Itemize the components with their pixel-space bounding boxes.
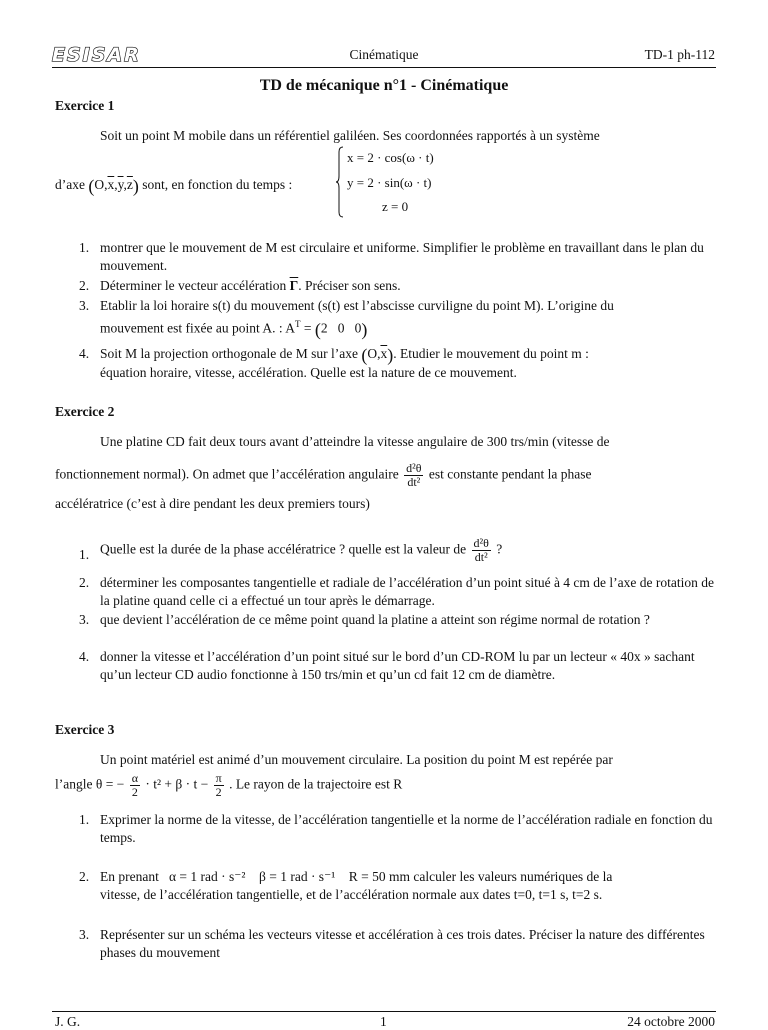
ex1-question-1: 1. montrer que le mouvement de M est circulaire et uniforme. Simplifier le problème en travaillant dans le plan du mouvement. [79, 240, 704, 273]
system-brace [336, 146, 344, 218]
equation-z: z = 0 [382, 199, 409, 214]
header-right: TD-1 ph-112 [644, 47, 715, 62]
exercise-1-title: Exercice 1 [55, 98, 115, 113]
angular-acceleration-fraction: $\frac{\text{d²θ}}{\text{dt²}}$ [406, 461, 422, 489]
footer-rule [52, 1011, 716, 1012]
exercise-3-title: Exercice 3 [55, 722, 115, 737]
esisar-logo: ESISAR [52, 44, 141, 66]
ex2-intro-line3: accélératrice (c’est à dire pendant les deux premiers tours) [55, 496, 370, 511]
ex1-intro-line2: d’axe $(O,\overline{x},\overline{y},\overline{z})$ sont, en fonction du temps : [55, 175, 293, 196]
ex2-question-1: 1. Quelle est la durée de la phase accélératrice ? quelle est la valeur de $\frac{\text{d²θ}}{\text{dt²}}$ ? [79, 536, 503, 564]
ex1-intro-line1: Soit un point M mobile dans un référentiel galiléen. Ses coordonnées rapportés à un système [100, 128, 600, 143]
ex2-question-4: 4. donner la vitesse et l’accélération d’un point situé sur le bord d’un CD-ROM lu par un lecteur « 40x » sachant qu’un lecteur CD audio fonctionne à 150 trs/min et qu’un cd fait 12 cm de diamètre. [79, 649, 695, 682]
ex2-intro-line1: Une platine CD fait deux tours avant d’atteindre la vitesse angulaire de 300 trs/min (vitesse de [100, 434, 610, 449]
ex3-question-1: 1. Exprimer la norme de la vitesse, de l’accélération tangentielle et la norme de l’accélération radiale en fonction du temps. [79, 812, 713, 845]
ex1-question-2: 2. Déterminer le vecteur accélération $\overline{\Gamma}$. Préciser son sens. [79, 278, 401, 293]
ex2-intro-line2: fonctionnement normal). On admet que l’accélération angulaire $\frac{\text{d²θ}}{\text{dt²}}$ est constante pendant la phase [55, 461, 592, 489]
footer-date: 24 octobre 2000 [627, 1014, 715, 1029]
ex1-question-4: 4. Soit M la projection orthogonale de M sur l’axe $(O,\overline{x})$. Etudier le mouvement du point m : équation horaire, vitesse, accélération. Quelle est la nature de ce mouvement. [79, 344, 589, 380]
ex3-question-2: 2. En prenant α = 1 rad · s⁻² β = 1 rad · s⁻¹ R = 50 mm calculer les valeurs numériques de la vitesse, de l’accélération tangentielle, et de l’accélération normale aux dates t=0, t=1 s, t=2 s. [79, 869, 613, 902]
ex2-question-3: 3. que devient l’accélération de ce même point quand la platine a atteint son régime normal de rotation ? [79, 612, 650, 627]
footer-author: J. G. [55, 1014, 81, 1029]
ex3-question-3: 3. Représenter sur un schéma les vecteurs vitesse et accélération à ces trois dates. Préciser la nature des différentes phases du mouvement [79, 927, 705, 960]
header-rule [52, 67, 716, 68]
ex1-question-3: 3. Etablir la loi horaire s(t) du mouvement (s(t) est l’abscisse curviligne du point M). L’origine du mouvement est fixée au point A. : $A^T = (2$ 0 0) [79, 298, 614, 340]
header-center: Cinématique [349, 47, 419, 62]
ex3-intro-line1: Un point matériel est animé d’un mouvement circulaire. La position du point M est repérée par [100, 752, 613, 767]
exercise-2-title: Exercice 2 [55, 404, 115, 419]
equation-y: y = 2 · sin(ω · t) [347, 175, 432, 190]
page-title: TD de mécanique n°1 - Cinématique [259, 77, 509, 94]
equation-x: x = 2 · cos(ω · t) [347, 150, 434, 165]
ex3-angle-equation: l’angle θ = − $\frac{\alpha}{2}$ · t² + β · t − $\frac{\pi}{2}$ . Le rayon de la trajectoire est R [55, 771, 403, 799]
footer-page-number: 1 [380, 1014, 387, 1029]
ex2-question-2: 2. déterminer les composantes tangentielle et radiale de l’accélération d’un point situé à 4 cm de l’axe de rotation de la platine quand celle ci a effectué un tour après le démarrage. [79, 575, 714, 608]
